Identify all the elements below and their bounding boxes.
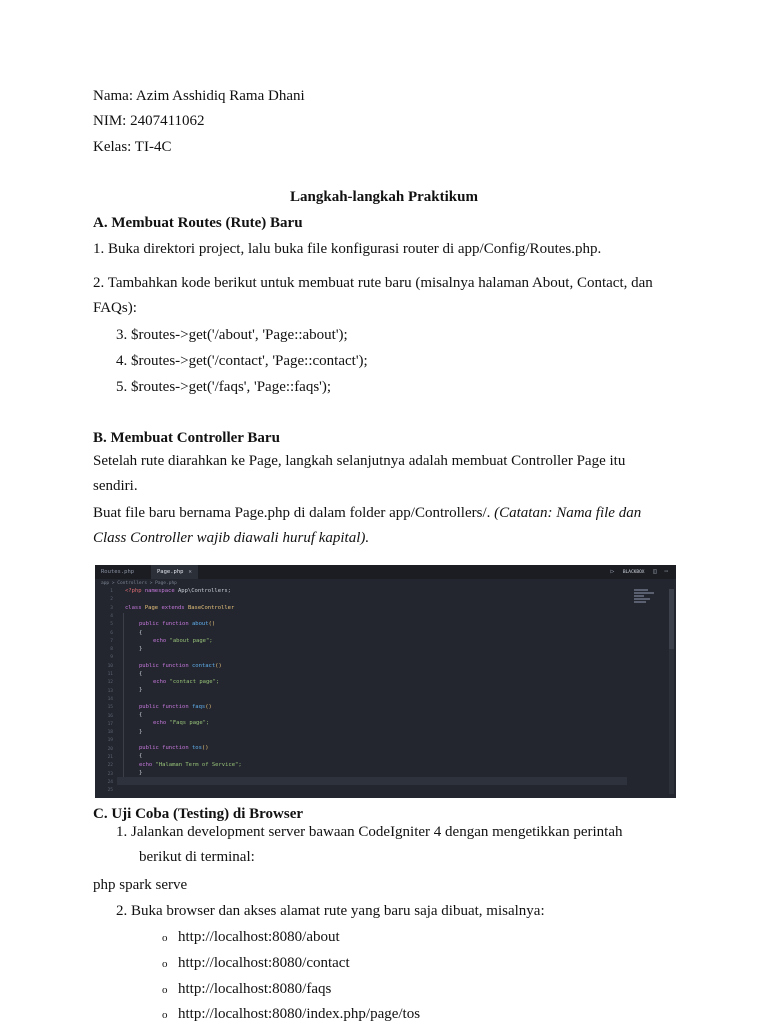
line-number: 25 <box>107 788 113 794</box>
code-token: echo <box>139 762 156 768</box>
bullet-icon: o <box>162 932 168 944</box>
code-line <box>139 621 215 627</box>
code-line: } <box>139 646 143 652</box>
line-number: 10 <box>107 663 113 669</box>
code-token: () <box>205 704 212 710</box>
document-title: Langkah-langkah Praktikum <box>290 189 478 205</box>
code-line: } <box>139 687 143 693</box>
code-token: public function <box>139 704 192 710</box>
code-token: Page <box>144 605 162 611</box>
url-tos: http://localhost:8080/index.php/page/tos <box>178 1006 421 1022</box>
editor-tab-bar <box>95 565 676 579</box>
code-token: about <box>191 621 209 627</box>
code-line <box>139 762 242 768</box>
code-token: namespace <box>144 588 178 594</box>
editor-actions <box>611 565 668 579</box>
section-b-para1-cont: sendiri. <box>93 478 138 494</box>
code-token: faqs <box>191 704 206 710</box>
line-number-gutter <box>95 589 117 798</box>
section-a-heading: A. Membuat Routes (Rute) Baru <box>93 215 303 231</box>
line-number: 15 <box>107 705 113 711</box>
code-token: () <box>215 663 222 669</box>
code-token: "Halaman Term of Service"; <box>155 762 242 768</box>
line-number: 9 <box>110 655 113 661</box>
list-item <box>162 980 331 999</box>
indent-guide <box>123 613 124 783</box>
list-item <box>162 954 350 973</box>
line-number: 7 <box>110 638 113 644</box>
section-c-step2: 2. Buka browser dan akses alamat rute yang baru saja dibuat, misalnya: <box>116 903 545 919</box>
code-line <box>125 588 231 594</box>
url-about: http://localhost:8080/about <box>178 929 340 945</box>
section-a-step1: 1. Buka direktori project, lalu buka file konfigurasi router di app/Config/Routes.php. <box>93 241 602 257</box>
section-b-para2 <box>93 504 641 522</box>
line-number: 20 <box>107 746 113 752</box>
code-token: () <box>208 621 216 627</box>
bullet-icon: o <box>162 1009 168 1021</box>
list-item <box>162 1005 420 1024</box>
code-line <box>153 638 213 644</box>
code-line: } <box>139 770 143 776</box>
line-number: 22 <box>107 763 113 769</box>
line-number: 19 <box>107 738 113 744</box>
student-name: Nama: Azim Asshidiq Rama Dhani <box>93 88 305 104</box>
tab-routes-php[interactable]: Routes.php <box>101 569 135 575</box>
code-line: } <box>139 729 143 735</box>
section-c-step1: 1. Jalankan development server bawaan CodeIgniter 4 dengan mengetikkan perintah <box>116 824 623 840</box>
code-line <box>125 605 234 611</box>
current-line-highlight <box>117 777 627 785</box>
line-number: 12 <box>107 680 113 686</box>
code-token: BaseController <box>187 605 235 611</box>
section-c-heading: C. Uji Coba (Testing) di Browser <box>93 806 304 822</box>
code-line: { <box>139 671 143 677</box>
code-token: class <box>125 605 145 611</box>
terminal-command: php spark serve <box>93 877 188 893</box>
play-icon[interactable]: ▷ <box>610 568 615 575</box>
section-b-para2-plain: Buat file baru bernama Page.php di dalam folder app/Controllers/. <box>93 505 495 521</box>
code-token: App\Controllers; <box>178 588 231 594</box>
list-item <box>162 928 340 947</box>
code-token: echo <box>153 679 170 685</box>
section-b-note: (Catatan: Nama file dan <box>494 505 642 521</box>
line-number: 13 <box>107 688 113 694</box>
section-c-step1-cont: berikut di terminal: <box>139 849 255 865</box>
line-number: 3 <box>110 605 113 611</box>
tab-page-php[interactable] <box>151 565 198 579</box>
line-number: 24 <box>107 779 113 785</box>
code-token: tos <box>191 745 202 751</box>
code-token: extends <box>161 605 188 611</box>
section-a-step2: 2. Tambahkan kode berikut untuk membuat rute baru (misalnya halaman About, Contact, dan <box>93 275 653 291</box>
close-icon[interactable]: ✕ <box>188 569 192 575</box>
code-line: { <box>139 630 143 636</box>
line-number: 2 <box>110 597 113 603</box>
code-line <box>153 679 219 685</box>
code-token: public function <box>139 745 192 751</box>
line-number: 16 <box>107 713 113 719</box>
section-b-note-cont: Class Controller wajib diawali huruf kapital). <box>93 530 370 546</box>
more-icon[interactable]: ⋯ <box>664 568 668 575</box>
url-contact: http://localhost:8080/contact <box>178 955 350 971</box>
editor-breadcrumb: app > Controllers > Page.php <box>101 581 177 586</box>
line-number: 14 <box>107 696 113 702</box>
code-token: "contact page"; <box>169 679 220 685</box>
line-number: 21 <box>107 755 113 760</box>
code-token: "Faqs page"; <box>169 720 210 726</box>
code-token: contact <box>191 663 216 669</box>
section-b-heading: B. Membuat Controller Baru <box>93 430 280 446</box>
code-token: echo <box>153 638 170 644</box>
route-faqs: 5. $routes->get('/faqs', 'Page::faqs'); <box>116 379 332 395</box>
line-number: 11 <box>107 672 113 677</box>
code-token: <?php <box>125 588 145 594</box>
code-token: "about page"; <box>169 638 213 644</box>
bullet-icon: o <box>162 984 168 996</box>
line-number: 4 <box>110 613 113 619</box>
tab-page-php-label: Page.php <box>157 569 184 575</box>
section-b-para1: Setelah rute diarahkan ke Page, langkah selanjutnya adalah membuat Controller Page itu <box>93 453 626 469</box>
bullet-icon: o <box>162 958 168 970</box>
line-number: 17 <box>107 721 113 727</box>
code-line: { <box>139 712 143 718</box>
editor-minimap[interactable] <box>634 589 664 619</box>
section-a-step2-cont: FAQs): <box>93 300 137 316</box>
line-number: 18 <box>107 730 113 736</box>
code-line <box>153 720 209 726</box>
route-about: 3. $routes->get('/about', 'Page::about'); <box>116 327 348 343</box>
code-line <box>139 704 212 710</box>
line-number: 23 <box>107 771 113 777</box>
student-nim: NIM: 2407411062 <box>93 113 205 129</box>
url-faqs: http://localhost:8080/faqs <box>178 981 332 997</box>
code-line <box>139 745 209 751</box>
line-number: 8 <box>110 647 113 653</box>
code-token: public function <box>139 621 192 627</box>
line-number: 5 <box>110 622 113 628</box>
editor-scroll-thumb[interactable] <box>669 589 674 649</box>
code-token: public function <box>139 663 192 669</box>
line-number: 6 <box>110 630 113 636</box>
code-token: () <box>201 745 209 751</box>
line-number: 1 <box>110 589 113 594</box>
route-contact: 4. $routes->get('/contact', 'Page::contact'); <box>116 353 368 369</box>
code-line: { <box>139 753 143 759</box>
code-line <box>139 663 222 669</box>
code-token: echo <box>153 720 170 726</box>
student-class: Kelas: TI-4C <box>93 139 172 155</box>
code-editor-screenshot <box>95 565 676 798</box>
split-icon[interactable]: ◫ <box>653 568 657 575</box>
blackbox-label[interactable]: BLACKBOX <box>622 570 645 575</box>
